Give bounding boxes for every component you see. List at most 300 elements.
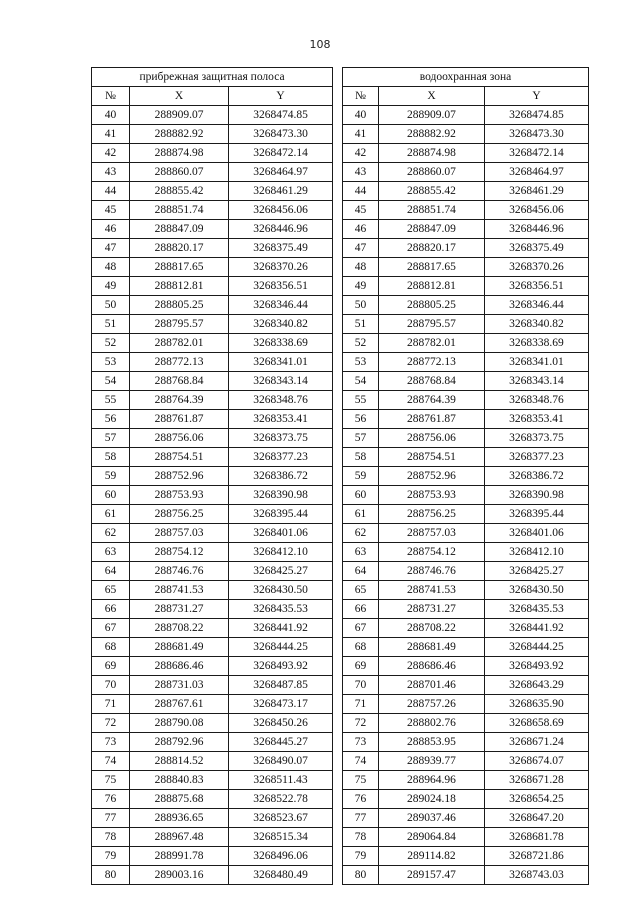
x-coordinate-cell: 288847.09 [378,220,484,239]
table-row [92,752,333,771]
y-coordinate-cell: 3268401.06 [484,524,588,543]
table-row [342,828,588,847]
y-coordinate-cell: 3268343.14 [484,372,588,391]
y-coordinate-cell: 3268493.92 [229,657,333,676]
x-coordinate-cell: 288757.03 [130,524,229,543]
y-coordinate-cell: 3268377.23 [229,448,333,467]
y-coordinate-cell: 3268487.85 [229,676,333,695]
x-coordinate-cell: 288754.51 [130,448,229,467]
point-number-cell: 44 [92,182,130,201]
table-row [92,486,333,505]
point-number-cell: 67 [92,619,130,638]
table-row [92,353,333,372]
x-coordinate-cell: 288731.03 [130,676,229,695]
point-number-cell: 46 [92,220,130,239]
point-number-cell: 78 [92,828,130,847]
point-number-cell: 78 [342,828,378,847]
table-row [92,676,333,695]
point-number-cell: 47 [342,239,378,258]
x-coordinate-cell: 288795.57 [130,315,229,334]
point-number-cell: 40 [92,106,130,125]
table-title: прибрежная защитная полоса [92,68,333,87]
point-number-cell: 77 [92,809,130,828]
point-number-cell: 57 [342,429,378,448]
table-body [92,106,333,885]
table-row [342,809,588,828]
table-row [342,125,588,144]
point-number-cell: 59 [342,467,378,486]
y-coordinate-cell: 3268340.82 [229,315,333,334]
table-row [342,144,588,163]
x-coordinate-cell: 288967.48 [130,828,229,847]
table-row [92,182,333,201]
x-coordinate-cell: 288756.25 [378,505,484,524]
table-row [92,467,333,486]
point-number-cell: 51 [342,315,378,334]
column-header-y: Y [229,87,333,106]
x-coordinate-cell: 288708.22 [130,619,229,638]
x-coordinate-cell: 288772.13 [378,353,484,372]
y-coordinate-cell: 3268373.75 [229,429,333,448]
x-coordinate-cell: 288782.01 [378,334,484,353]
x-coordinate-cell: 288708.22 [378,619,484,638]
point-number-cell: 68 [92,638,130,657]
table-row [342,790,588,809]
y-coordinate-cell: 3268647.20 [484,809,588,828]
x-coordinate-cell: 288757.26 [378,695,484,714]
point-number-cell: 64 [92,562,130,581]
water-protection-zone-table [342,67,589,885]
y-coordinate-cell: 3268441.92 [229,619,333,638]
x-coordinate-cell: 288851.74 [130,201,229,220]
x-coordinate-cell: 288686.46 [378,657,484,676]
table-row [342,410,588,429]
x-coordinate-cell: 288753.93 [130,486,229,505]
table-row [342,543,588,562]
y-coordinate-cell: 3268395.44 [229,505,333,524]
x-coordinate-cell: 288792.96 [130,733,229,752]
x-coordinate-cell: 288681.49 [378,638,484,657]
point-number-cell: 63 [342,543,378,562]
y-coordinate-cell: 3268456.06 [229,201,333,220]
x-coordinate-cell: 288754.12 [378,543,484,562]
point-number-cell: 47 [92,239,130,258]
x-coordinate-cell: 288855.42 [378,182,484,201]
x-coordinate-cell: 288701.46 [378,676,484,695]
y-coordinate-cell: 3268353.41 [484,410,588,429]
point-number-cell: 79 [342,847,378,866]
point-number-cell: 69 [92,657,130,676]
x-coordinate-cell: 289037.46 [378,809,484,828]
y-coordinate-cell: 3268658.69 [484,714,588,733]
table-row [92,372,333,391]
point-number-cell: 57 [92,429,130,448]
point-number-cell: 54 [92,372,130,391]
table-row [342,676,588,695]
x-coordinate-cell: 288851.74 [378,201,484,220]
table-row [342,163,588,182]
point-number-cell: 76 [342,790,378,809]
y-coordinate-cell: 3268401.06 [229,524,333,543]
x-coordinate-cell: 288805.25 [130,296,229,315]
table-row [342,638,588,657]
point-number-cell: 48 [342,258,378,277]
point-number-cell: 55 [92,391,130,410]
y-coordinate-cell: 3268671.28 [484,771,588,790]
x-coordinate-cell: 288768.84 [130,372,229,391]
point-number-cell: 43 [92,163,130,182]
y-coordinate-cell: 3268343.14 [229,372,333,391]
table-row [342,866,588,885]
table-row [92,144,333,163]
table-row [92,125,333,144]
column-header-number: № [342,87,378,106]
y-coordinate-cell: 3268425.27 [229,562,333,581]
y-coordinate-cell: 3268386.72 [484,467,588,486]
table-row [342,847,588,866]
table-row [92,562,333,581]
table-row [342,505,588,524]
table-header-row [92,87,333,106]
point-number-cell: 58 [342,448,378,467]
table-row [92,866,333,885]
y-coordinate-cell: 3268341.01 [484,353,588,372]
x-coordinate-cell: 288754.51 [378,448,484,467]
y-coordinate-cell: 3268412.10 [484,543,588,562]
x-coordinate-cell: 288756.06 [130,429,229,448]
y-coordinate-cell: 3268474.85 [484,106,588,125]
table-row [92,334,333,353]
table-row [92,410,333,429]
table-row [92,714,333,733]
point-number-cell: 68 [342,638,378,657]
x-coordinate-cell: 288746.76 [130,562,229,581]
table-row [92,163,333,182]
point-number-cell: 51 [92,315,130,334]
x-coordinate-cell: 288761.87 [130,410,229,429]
table-row [342,695,588,714]
y-coordinate-cell: 3268435.53 [484,600,588,619]
table-row [92,201,333,220]
y-coordinate-cell: 3268341.01 [229,353,333,372]
point-number-cell: 62 [342,524,378,543]
table-row [342,752,588,771]
y-coordinate-cell: 3268435.53 [229,600,333,619]
table-row [92,828,333,847]
point-number-cell: 66 [342,600,378,619]
point-number-cell: 76 [92,790,130,809]
table-row [92,239,333,258]
y-coordinate-cell: 3268356.51 [484,277,588,296]
table-row [342,106,588,125]
point-number-cell: 56 [342,410,378,429]
table-row [92,315,333,334]
x-coordinate-cell: 288757.03 [378,524,484,543]
y-coordinate-cell: 3268444.25 [229,638,333,657]
y-coordinate-cell: 3268450.26 [229,714,333,733]
y-coordinate-cell: 3268654.25 [484,790,588,809]
point-number-cell: 58 [92,448,130,467]
x-coordinate-cell: 288731.27 [378,600,484,619]
y-coordinate-cell: 3268338.69 [484,334,588,353]
table-row [92,809,333,828]
point-number-cell: 61 [342,505,378,524]
y-coordinate-cell: 3268353.41 [229,410,333,429]
table-row [342,334,588,353]
y-coordinate-cell: 3268338.69 [229,334,333,353]
x-coordinate-cell: 288874.98 [378,144,484,163]
y-coordinate-cell: 3268473.30 [484,125,588,144]
y-coordinate-cell: 3268356.51 [229,277,333,296]
point-number-cell: 54 [342,372,378,391]
table-row [92,391,333,410]
point-number-cell: 71 [92,695,130,714]
column-header-x: X [378,87,484,106]
x-coordinate-cell: 288756.25 [130,505,229,524]
table-row [342,201,588,220]
y-coordinate-cell: 3268346.44 [229,296,333,315]
x-coordinate-cell: 288741.53 [130,581,229,600]
x-coordinate-cell: 288817.65 [130,258,229,277]
y-coordinate-cell: 3268375.49 [484,239,588,258]
table-row [342,581,588,600]
y-coordinate-cell: 3268493.92 [484,657,588,676]
point-number-cell: 42 [92,144,130,163]
table-row [92,106,333,125]
coastal-protective-strip-table [91,67,333,885]
y-coordinate-cell: 3268445.27 [229,733,333,752]
y-coordinate-cell: 3268472.14 [229,144,333,163]
x-coordinate-cell: 288805.25 [378,296,484,315]
point-number-cell: 60 [342,486,378,505]
point-number-cell: 74 [92,752,130,771]
point-number-cell: 56 [92,410,130,429]
point-number-cell: 70 [92,676,130,695]
point-number-cell: 65 [92,581,130,600]
x-coordinate-cell: 288991.78 [130,847,229,866]
table-row [92,258,333,277]
y-coordinate-cell: 3268671.24 [484,733,588,752]
x-coordinate-cell: 289114.82 [378,847,484,866]
point-number-cell: 40 [342,106,378,125]
table-header-row [342,87,588,106]
table-row [342,733,588,752]
point-number-cell: 50 [92,296,130,315]
table-row [342,220,588,239]
x-coordinate-cell: 288764.39 [378,391,484,410]
point-number-cell: 44 [342,182,378,201]
x-coordinate-cell: 289003.16 [130,866,229,885]
y-coordinate-cell: 3268412.10 [229,543,333,562]
table-row [92,733,333,752]
x-coordinate-cell: 288853.95 [378,733,484,752]
y-coordinate-cell: 3268386.72 [229,467,333,486]
table-row [342,562,588,581]
x-coordinate-cell: 288772.13 [130,353,229,372]
y-coordinate-cell: 3268446.96 [484,220,588,239]
y-coordinate-cell: 3268464.97 [484,163,588,182]
x-coordinate-cell: 288936.65 [130,809,229,828]
x-coordinate-cell: 288874.98 [130,144,229,163]
x-coordinate-cell: 288782.01 [130,334,229,353]
y-coordinate-cell: 3268370.26 [484,258,588,277]
point-number-cell: 72 [342,714,378,733]
y-coordinate-cell: 3268461.29 [484,182,588,201]
x-coordinate-cell: 288686.46 [130,657,229,676]
table-row [92,524,333,543]
point-number-cell: 45 [92,201,130,220]
point-number-cell: 65 [342,581,378,600]
x-coordinate-cell: 289064.84 [378,828,484,847]
y-coordinate-cell: 3268441.92 [484,619,588,638]
page-number: 108 [309,38,331,51]
y-coordinate-cell: 3268464.97 [229,163,333,182]
y-coordinate-cell: 3268522.78 [229,790,333,809]
y-coordinate-cell: 3268377.23 [484,448,588,467]
point-number-cell: 67 [342,619,378,638]
x-coordinate-cell: 288814.52 [130,752,229,771]
table-title: водоохранная зона [342,68,588,87]
point-number-cell: 52 [92,334,130,353]
table-row [92,543,333,562]
column-header-number: № [92,87,130,106]
table-row [92,657,333,676]
y-coordinate-cell: 3268395.44 [484,505,588,524]
point-number-cell: 79 [92,847,130,866]
table-row [92,448,333,467]
point-number-cell: 80 [342,866,378,885]
y-coordinate-cell: 3268635.90 [484,695,588,714]
point-number-cell: 72 [92,714,130,733]
table-row [92,220,333,239]
point-number-cell: 53 [92,353,130,372]
x-coordinate-cell: 289024.18 [378,790,484,809]
x-coordinate-cell: 288767.61 [130,695,229,714]
table-row [92,600,333,619]
point-number-cell: 64 [342,562,378,581]
point-number-cell: 60 [92,486,130,505]
point-number-cell: 49 [342,277,378,296]
x-coordinate-cell: 288752.96 [130,467,229,486]
point-number-cell: 70 [342,676,378,695]
table-row [342,258,588,277]
point-number-cell: 43 [342,163,378,182]
table-row [342,524,588,543]
coordinate-tables [91,67,589,885]
point-number-cell: 52 [342,334,378,353]
y-coordinate-cell: 3268511.43 [229,771,333,790]
table-row [342,429,588,448]
x-coordinate-cell: 288790.08 [130,714,229,733]
y-coordinate-cell: 3268461.29 [229,182,333,201]
y-coordinate-cell: 3268373.75 [484,429,588,448]
column-header-x: X [130,87,229,106]
point-number-cell: 50 [342,296,378,315]
table-title-row [92,68,333,87]
point-number-cell: 46 [342,220,378,239]
x-coordinate-cell: 288812.81 [130,277,229,296]
table-body [342,106,588,885]
y-coordinate-cell: 3268390.98 [229,486,333,505]
point-number-cell: 69 [342,657,378,676]
table-row [342,467,588,486]
y-coordinate-cell: 3268340.82 [484,315,588,334]
x-coordinate-cell: 289157.47 [378,866,484,885]
point-number-cell: 77 [342,809,378,828]
table-row [342,619,588,638]
y-coordinate-cell: 3268346.44 [484,296,588,315]
x-coordinate-cell: 288753.93 [378,486,484,505]
x-coordinate-cell: 288768.84 [378,372,484,391]
x-coordinate-cell: 288820.17 [130,239,229,258]
x-coordinate-cell: 288909.07 [130,106,229,125]
y-coordinate-cell: 3268496.06 [229,847,333,866]
x-coordinate-cell: 288939.77 [378,752,484,771]
y-coordinate-cell: 3268390.98 [484,486,588,505]
table-row [342,277,588,296]
y-coordinate-cell: 3268472.14 [484,144,588,163]
table-row [92,771,333,790]
y-coordinate-cell: 3268473.17 [229,695,333,714]
x-coordinate-cell: 288812.81 [378,277,484,296]
point-number-cell: 73 [342,733,378,752]
point-number-cell: 66 [92,600,130,619]
x-coordinate-cell: 288909.07 [378,106,484,125]
point-number-cell: 41 [342,125,378,144]
table-row [92,638,333,657]
x-coordinate-cell: 288847.09 [130,220,229,239]
y-coordinate-cell: 3268743.03 [484,866,588,885]
x-coordinate-cell: 288795.57 [378,315,484,334]
y-coordinate-cell: 3268515.34 [229,828,333,847]
y-coordinate-cell: 3268474.85 [229,106,333,125]
point-number-cell: 80 [92,866,130,885]
y-coordinate-cell: 3268425.27 [484,562,588,581]
y-coordinate-cell: 3268444.25 [484,638,588,657]
y-coordinate-cell: 3268523.67 [229,809,333,828]
table-row [92,277,333,296]
y-coordinate-cell: 3268681.78 [484,828,588,847]
x-coordinate-cell: 288964.96 [378,771,484,790]
y-coordinate-cell: 3268430.50 [484,581,588,600]
x-coordinate-cell: 288802.76 [378,714,484,733]
x-coordinate-cell: 288882.92 [378,125,484,144]
y-coordinate-cell: 3268446.96 [229,220,333,239]
y-coordinate-cell: 3268721.86 [484,847,588,866]
y-coordinate-cell: 3268456.06 [484,201,588,220]
table-row [92,296,333,315]
y-coordinate-cell: 3268473.30 [229,125,333,144]
table-row [342,486,588,505]
point-number-cell: 75 [92,771,130,790]
table-row [342,182,588,201]
y-coordinate-cell: 3268430.50 [229,581,333,600]
table-row [342,353,588,372]
x-coordinate-cell: 288746.76 [378,562,484,581]
y-coordinate-cell: 3268674.07 [484,752,588,771]
x-coordinate-cell: 288817.65 [378,258,484,277]
table-row [92,847,333,866]
column-header-y: Y [484,87,588,106]
x-coordinate-cell: 288761.87 [378,410,484,429]
table-row [342,714,588,733]
table-row [342,239,588,258]
table-row [92,790,333,809]
table-row [342,315,588,334]
table-row [342,296,588,315]
point-number-cell: 73 [92,733,130,752]
x-coordinate-cell: 288756.06 [378,429,484,448]
